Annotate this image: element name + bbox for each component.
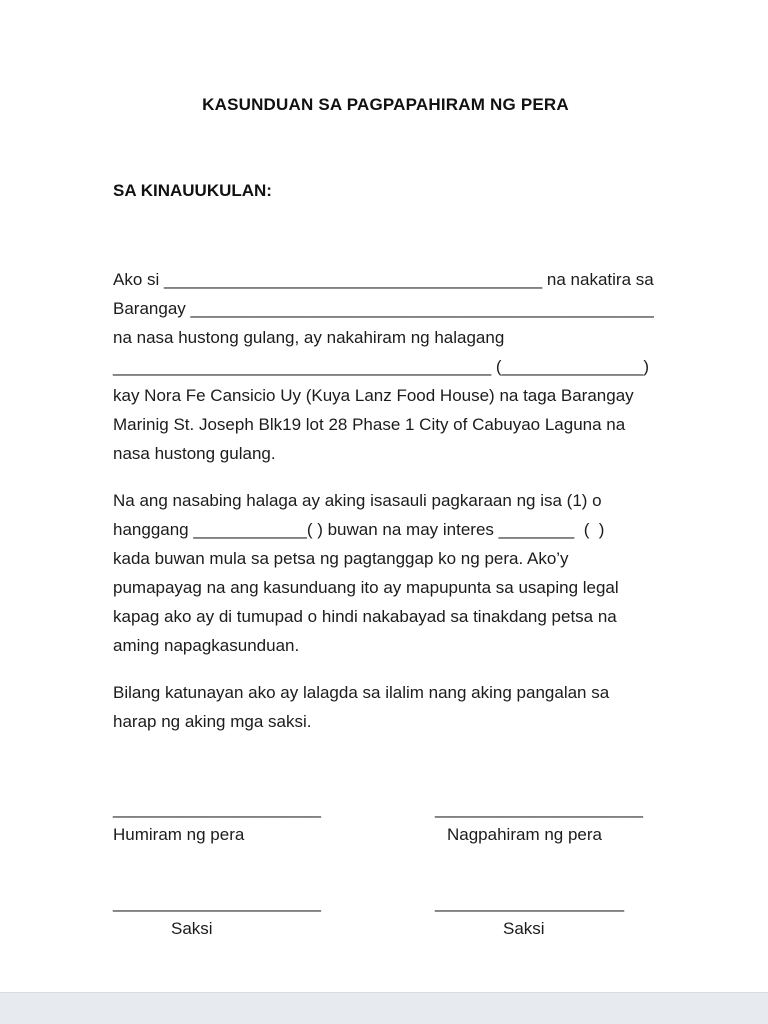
page-title: KASUNDUAN SA PAGPAPAHIRAM NG PERA xyxy=(202,95,569,114)
paragraph-line: Marinig St. Joseph Blk19 lot 28 Phase 1 City of Cabuyao Laguna na xyxy=(113,415,626,434)
signature-label-witness-2: Saksi xyxy=(503,919,545,938)
signature-line-witness-1: ______________________ xyxy=(113,893,322,912)
signature-line-lender: ______________________ xyxy=(435,799,644,818)
signature-label-witness-1: Saksi xyxy=(171,919,213,938)
signature-line-borrower: ______________________ xyxy=(113,799,322,818)
salutation-heading: SA KINAUUKULAN: xyxy=(113,181,272,200)
signature-row-1 xyxy=(113,796,658,848)
signature-row-2 xyxy=(113,890,658,942)
paragraph-line: na nasa hustong gulang, ay nakahiram ng halagang xyxy=(113,328,505,347)
signature-block-lender xyxy=(435,796,658,848)
signature-label-borrower: Humiram ng pera xyxy=(113,825,245,844)
paragraph-line: Barangay _________________________________________________ xyxy=(113,299,654,318)
paragraph-line: harap ng aking mga saksi. xyxy=(113,712,312,731)
paragraph-2 xyxy=(113,486,658,660)
document-content xyxy=(113,0,658,942)
paragraph-1 xyxy=(113,265,658,468)
paragraph-3 xyxy=(113,678,658,736)
paragraph-line: kapag ako ay di tumupad o hindi nakabayad sa tinakdang petsa na xyxy=(113,607,617,626)
signature-block-witness-2 xyxy=(435,890,658,942)
paragraph-line: aming napagkasunduan. xyxy=(113,636,300,655)
page-bottom-edge xyxy=(0,992,768,1024)
paragraph-line: pumapayag na ang kasunduang ito ay mapupunta sa usaping legal xyxy=(113,578,619,597)
signature-line-witness-2: ____________________ xyxy=(435,893,625,912)
paragraph-line: Ako si ________________________________________ na nakatira sa xyxy=(113,270,654,289)
paragraph-line: hanggang ____________( ) buwan na may interes ________ ( ) xyxy=(113,520,605,539)
paragraph-line: Bilang katunayan ako ay lalagda sa ilalim nang aking pangalan sa xyxy=(113,683,610,702)
signature-block-witness-1 xyxy=(113,890,435,942)
signature-label-lender: Nagpahiram ng pera xyxy=(447,825,602,844)
signature-block-borrower xyxy=(113,796,435,848)
paragraph-line: kay Nora Fe Cansicio Uy (Kuya Lanz Food House) na taga Barangay xyxy=(113,386,634,405)
paragraph-line: ________________________________________ (_______________) xyxy=(113,357,650,376)
paragraph-line: kada buwan mula sa petsa ng pagtanggap ko ng pera. Ako’y xyxy=(113,549,569,568)
paragraph-line: Na ang nasabing halaga ay aking isasauli pagkaraan ng isa (1) o xyxy=(113,491,602,510)
paragraph-line: nasa hustong gulang. xyxy=(113,444,276,463)
